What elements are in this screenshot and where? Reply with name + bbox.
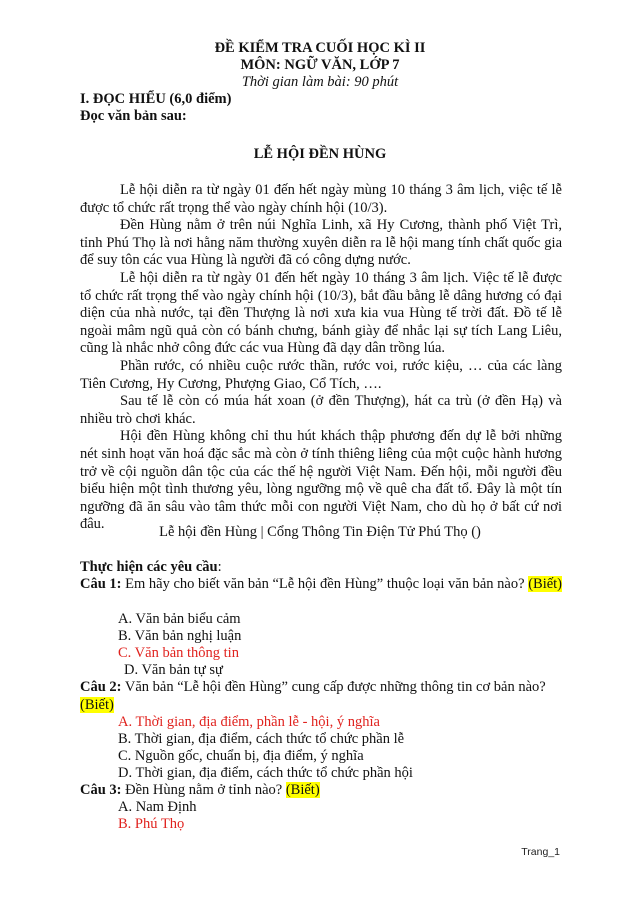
question-2	[80, 679, 566, 714]
question-label: Câu 3:	[80, 782, 122, 798]
passage-paragraph: Lễ hội diễn ra từ ngày 01 đến hết ngày 10 tháng 3 âm lịch. Việc tế lễ được tổ chức rất trọng thể vào ngày chính hội (10/3), bắt đầu bằng lễ dâng hương có đại diện của nhà nước, tại đền Thượng là nơi xưa kia vua Hùng tế trời đất. Đồ tế lễ ngoài mâm ngũ quả còn có bánh chưng, bánh giày để nhắc lại sự tích Lang Liêu, cũng là nhắc nhở công đức các vua Hùng đã dạy dân trồng lúa.	[80, 269, 562, 357]
section-instruction: Đọc văn bản sau:	[80, 108, 187, 124]
option-b: B. Văn bản nghị luận	[118, 628, 242, 644]
question-text: Em hãy cho biết văn bản “Lễ hội đền Hùng” thuộc loại văn bản nào?	[125, 576, 525, 592]
question-label: Câu 2:	[80, 679, 122, 695]
question-label: Câu 1:	[80, 576, 122, 592]
option-a: A. Văn bản biểu cảm	[118, 611, 241, 627]
option-b-answer: B. Phú Thọ	[118, 816, 185, 832]
option-a-answer: A. Thời gian, địa điểm, phần lễ - hội, ý nghĩa	[118, 714, 380, 730]
passage-paragraph: Lễ hội diễn ra từ ngày 01 đến hết ngày mùng 10 tháng 3 âm lịch, việc tế lễ được tổ chức rất trọng thể vào ngày chính hội (10/3).	[80, 182, 562, 216]
time-line: Thời gian làm bài: 90 phút	[241, 74, 399, 90]
passage-paragraph: Hội đền Hùng không chỉ thu hút khách thập phương đến dự lễ bởi những nét sinh hoạt văn hoá đặc sắc mà còn ở tính thiêng liêng của một cuộc hành hương trở về cội nguồn dân tộc của các thế hệ người Việt Nam. Đến hội, mỗi người đều biểu hiện một tình thương yêu, lòng ngưỡng mộ về quê cha đất tổ. Đây là một tín ngưỡng đã ăn sâu vào tâm thức mỗi con người Việt Nam, cho dù họ ở bất cứ nơi đâu.	[80, 428, 562, 533]
question-1	[80, 576, 566, 594]
option-d: D. Văn bản tự sự	[124, 662, 223, 678]
question-3	[80, 782, 566, 800]
option-a: A. Nam Định	[118, 799, 197, 815]
tasks-heading	[80, 559, 566, 577]
page-number: Trang_1	[521, 846, 560, 858]
passage-body	[80, 182, 562, 534]
section-heading: I. ĐỌC HIỂU (6,0 điểm)	[80, 91, 232, 107]
option-c: C. Nguồn gốc, chuẩn bị, địa điểm, ý nghĩa	[118, 748, 364, 764]
passage-paragraph: Đền Hùng nằm ở trên núi Nghĩa Linh, xã Hy Cương, thành phố Việt Trì, tỉnh Phú Thọ là nơi hằng năm thường xuyên diễn ra lễ hội mang tính chất quốc gia để suy tôn các vua Hùng là người đã có công dựng nước.	[80, 217, 562, 269]
difficulty-badge: (Biết)	[285, 782, 320, 798]
subject-line: MÔN: NGỮ VĂN, LỚP 7	[240, 57, 400, 73]
exam-title: ĐỀ KIỂM TRA CUỐI HỌC KÌ II	[214, 40, 426, 56]
passage-title: LỄ HỘI ĐỀN HÙNG	[253, 146, 387, 162]
option-d: D. Thời gian, địa điểm, cách thức tổ chức phần hội	[118, 765, 413, 781]
tasks-heading-colon: :	[217, 559, 222, 575]
option-c-answer: C. Văn bản thông tin	[118, 645, 239, 661]
difficulty-badge: (Biết)	[80, 696, 114, 713]
tasks-heading-text: Thực hiện các yêu cầu	[80, 559, 218, 575]
passage-source: Lễ hội đền Hùng | Cổng Thông Tin Điện Tử Phú Thọ ()	[159, 524, 481, 540]
question-text: Đền Hùng nằm ở tỉnh nào?	[125, 782, 283, 798]
passage-paragraph: Sau tế lễ còn có múa hát xoan (ở đền Thượng), hát ca trù (ở đền Hạ) và nhiều trò chơi khác.	[80, 393, 562, 427]
passage-paragraph: Phần rước, có nhiều cuộc rước thần, rước voi, rước kiệu, … của các làng Tiên Cương, Hy Cương, Phượng Giao, Cổ Tích, ….	[80, 357, 562, 392]
option-b: B. Thời gian, địa điểm, cách thức tổ chức phần lễ	[118, 731, 405, 747]
question-text: Văn bản “Lễ hội đền Hùng” cung cấp được những thông tin cơ bản nào?	[124, 679, 546, 695]
difficulty-badge: (Biết)	[528, 576, 563, 592]
